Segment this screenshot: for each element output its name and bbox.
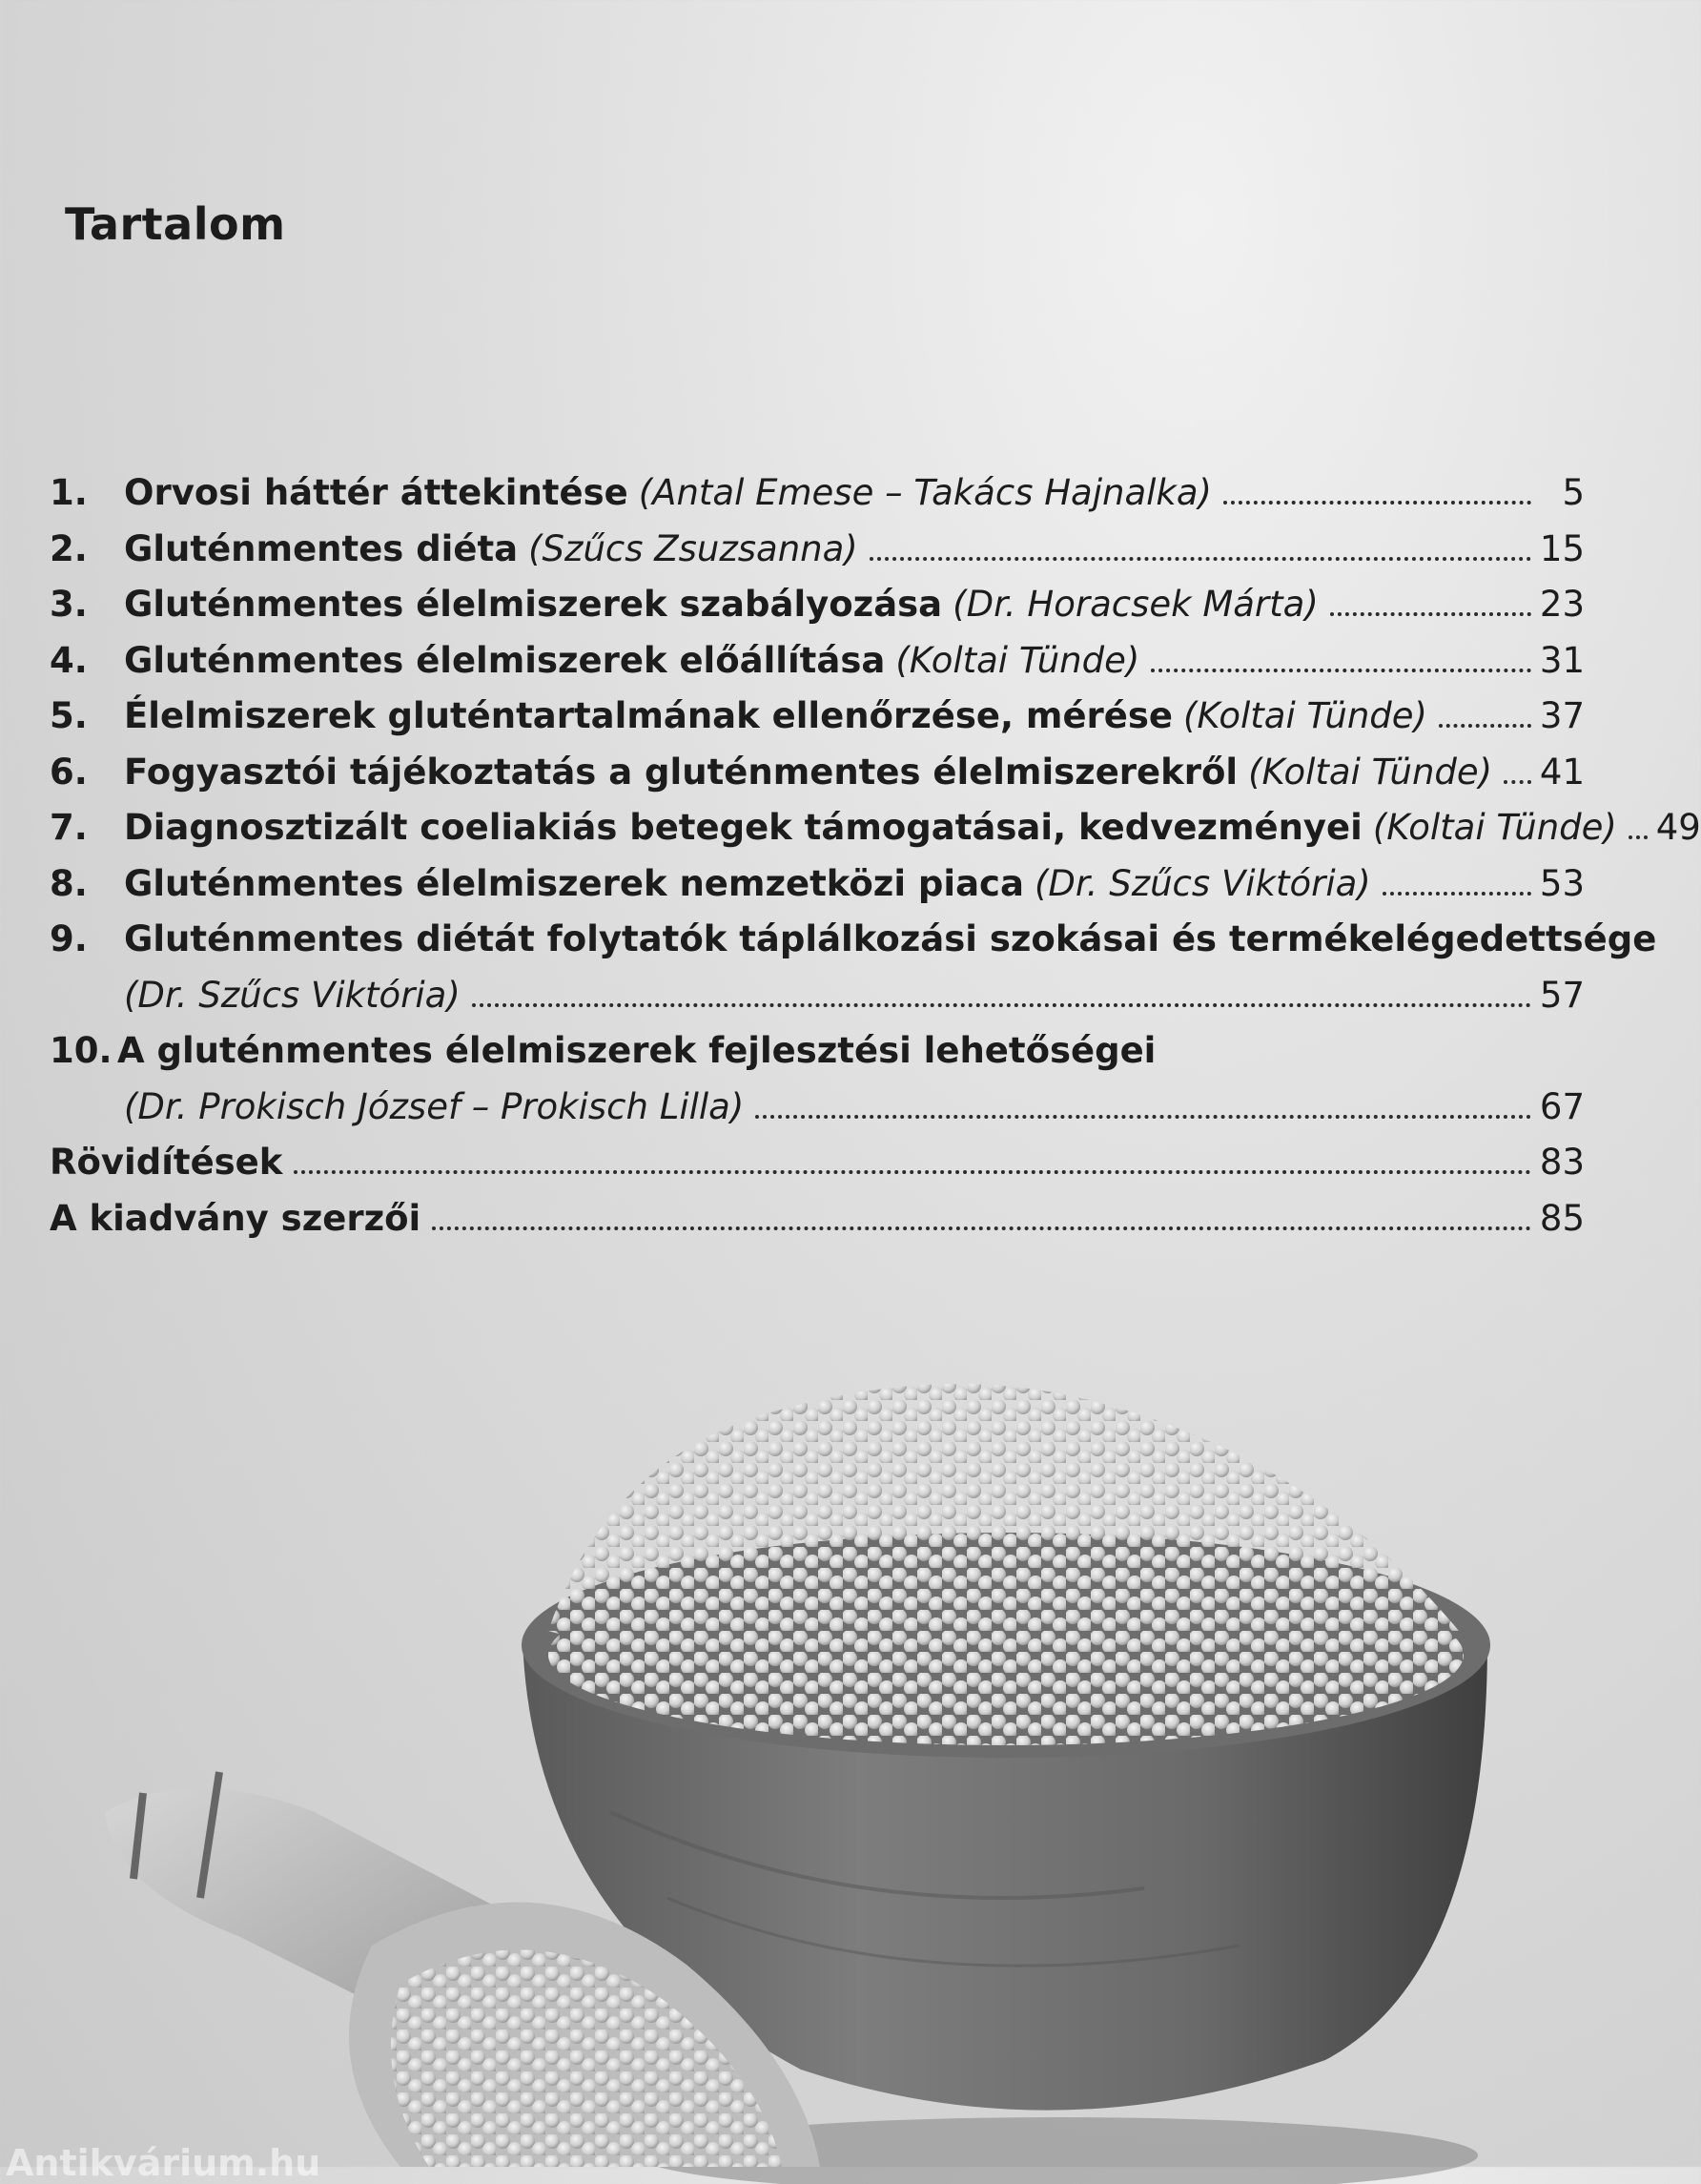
dot-leader — [472, 1003, 1531, 1007]
page-title: Tartalom — [65, 198, 286, 250]
toc-entry-title: Rövidítések — [50, 1142, 283, 1183]
watermark: Antikvárium.hu — [6, 2142, 321, 2184]
toc-entry-page: 37 — [1539, 695, 1585, 736]
toc-entry-author: (Koltai Tünde) — [1183, 695, 1427, 736]
toc-entry-8[interactable] — [50, 856, 1585, 913]
toc-entry-author: (Dr. Prokisch József – Prokisch Lilla) — [124, 1085, 745, 1127]
dot-leader — [1223, 501, 1531, 505]
table-of-contents — [50, 465, 1701, 1247]
toc-entry-title: Gluténmentes diéta — [124, 527, 519, 569]
toc-entry-number: 1. — [50, 472, 88, 513]
millet-bowl-photo — [0, 1316, 1625, 2167]
toc-entry-title: Gluténmentes diétát folytatók táplálkozási szokásai és termékelégedettsége — [124, 918, 1657, 959]
dot-leader — [1504, 780, 1531, 784]
toc-entry-9[interactable] — [50, 912, 1657, 968]
toc-entry-10[interactable] — [50, 1023, 1585, 1080]
toc-authors[interactable] — [50, 1191, 1585, 1247]
dot-leader — [1383, 892, 1531, 896]
toc-entry-author: (Koltai Tünde) — [895, 639, 1140, 681]
toc-entry-7[interactable] — [50, 800, 1701, 856]
toc-entry-number: 2. — [50, 527, 88, 569]
toc-entry-author: (Dr. Horacsek Márta) — [953, 584, 1319, 625]
toc-entry-10-continuation[interactable] — [50, 1080, 1585, 1136]
toc-entry-number: 6. — [50, 751, 88, 793]
dot-leader — [870, 557, 1531, 561]
toc-entry-number: 7. — [50, 807, 88, 848]
toc-entry-title: Gluténmentes élelmiszerek szabályozása — [124, 584, 943, 625]
toc-entry-author: (Koltai Tünde) — [1248, 751, 1493, 793]
toc-entry-9-continuation[interactable] — [50, 968, 1585, 1024]
toc-entry-page: 53 — [1539, 862, 1585, 904]
dot-leader — [1629, 835, 1648, 839]
toc-entry-number: 4. — [50, 639, 88, 681]
toc-entry-title: Gluténmentes élelmiszerek előállítása — [124, 639, 886, 681]
toc-abbreviations[interactable] — [50, 1135, 1585, 1191]
toc-entry-page: 49 — [1655, 807, 1701, 848]
toc-entry-author: (Antal Emese – Takács Hajnalka) — [638, 472, 1212, 513]
dot-leader — [1151, 669, 1531, 672]
toc-entry-title: Diagnosztizált coeliakiás betegek támogatásai, kedvezményei — [124, 807, 1363, 848]
toc-entry-author: (Dr. Szűcs Viktória) — [1034, 862, 1371, 904]
toc-entry-title: Fogyasztói tájékoztatás a gluténmentes élelmiszerekről — [124, 751, 1239, 793]
toc-entry-5[interactable] — [50, 689, 1585, 745]
dot-leader — [1330, 612, 1531, 616]
toc-entry-page: 15 — [1539, 527, 1585, 569]
toc-entry-page: 31 — [1539, 639, 1585, 681]
toc-entry-number: 9. — [50, 918, 88, 959]
toc-entry-number: 5. — [50, 695, 88, 736]
toc-entry-title: A kiadvány szerzői — [50, 1197, 421, 1239]
toc-entry-author: (Dr. Szűcs Viktória) — [124, 974, 461, 1016]
toc-entry-2[interactable] — [50, 522, 1585, 578]
dot-leader — [432, 1226, 1531, 1230]
toc-entry-page: 57 — [1539, 974, 1585, 1016]
toc-entry-number: 3. — [50, 584, 88, 625]
toc-entry-title: Élelmiszerek gluténtartalmának ellenőrzése, mérése — [124, 695, 1173, 736]
toc-entry-page: 5 — [1562, 472, 1585, 513]
toc-entry-6[interactable] — [50, 745, 1585, 801]
dot-leader — [1439, 724, 1531, 728]
toc-entry-page: 85 — [1539, 1197, 1585, 1239]
toc-entry-number: 8. — [50, 862, 88, 904]
toc-entry-page: 83 — [1539, 1142, 1585, 1183]
toc-entry-page: 67 — [1539, 1085, 1585, 1127]
toc-entry-title: Gluténmentes élelmiszerek nemzetközi piaca — [124, 862, 1024, 904]
toc-entry-author: (Koltai Tünde) — [1372, 807, 1617, 848]
toc-entry-author: (Szűcs Zsuzsanna) — [528, 527, 858, 569]
dot-leader — [755, 1115, 1531, 1119]
toc-entry-1[interactable] — [50, 465, 1585, 522]
toc-entry-page: 23 — [1539, 584, 1585, 625]
toc-entry-title: Orvosi háttér áttekintése — [124, 472, 628, 513]
toc-entry-4[interactable] — [50, 633, 1585, 690]
dot-leader — [294, 1170, 1531, 1174]
toc-entry-title: A gluténmentes élelmiszerek fejlesztési lehetőségei — [117, 1030, 1157, 1071]
toc-entry-page: 41 — [1539, 751, 1585, 793]
toc-entry-number: 10. — [50, 1030, 113, 1071]
toc-entry-3[interactable] — [50, 577, 1585, 633]
